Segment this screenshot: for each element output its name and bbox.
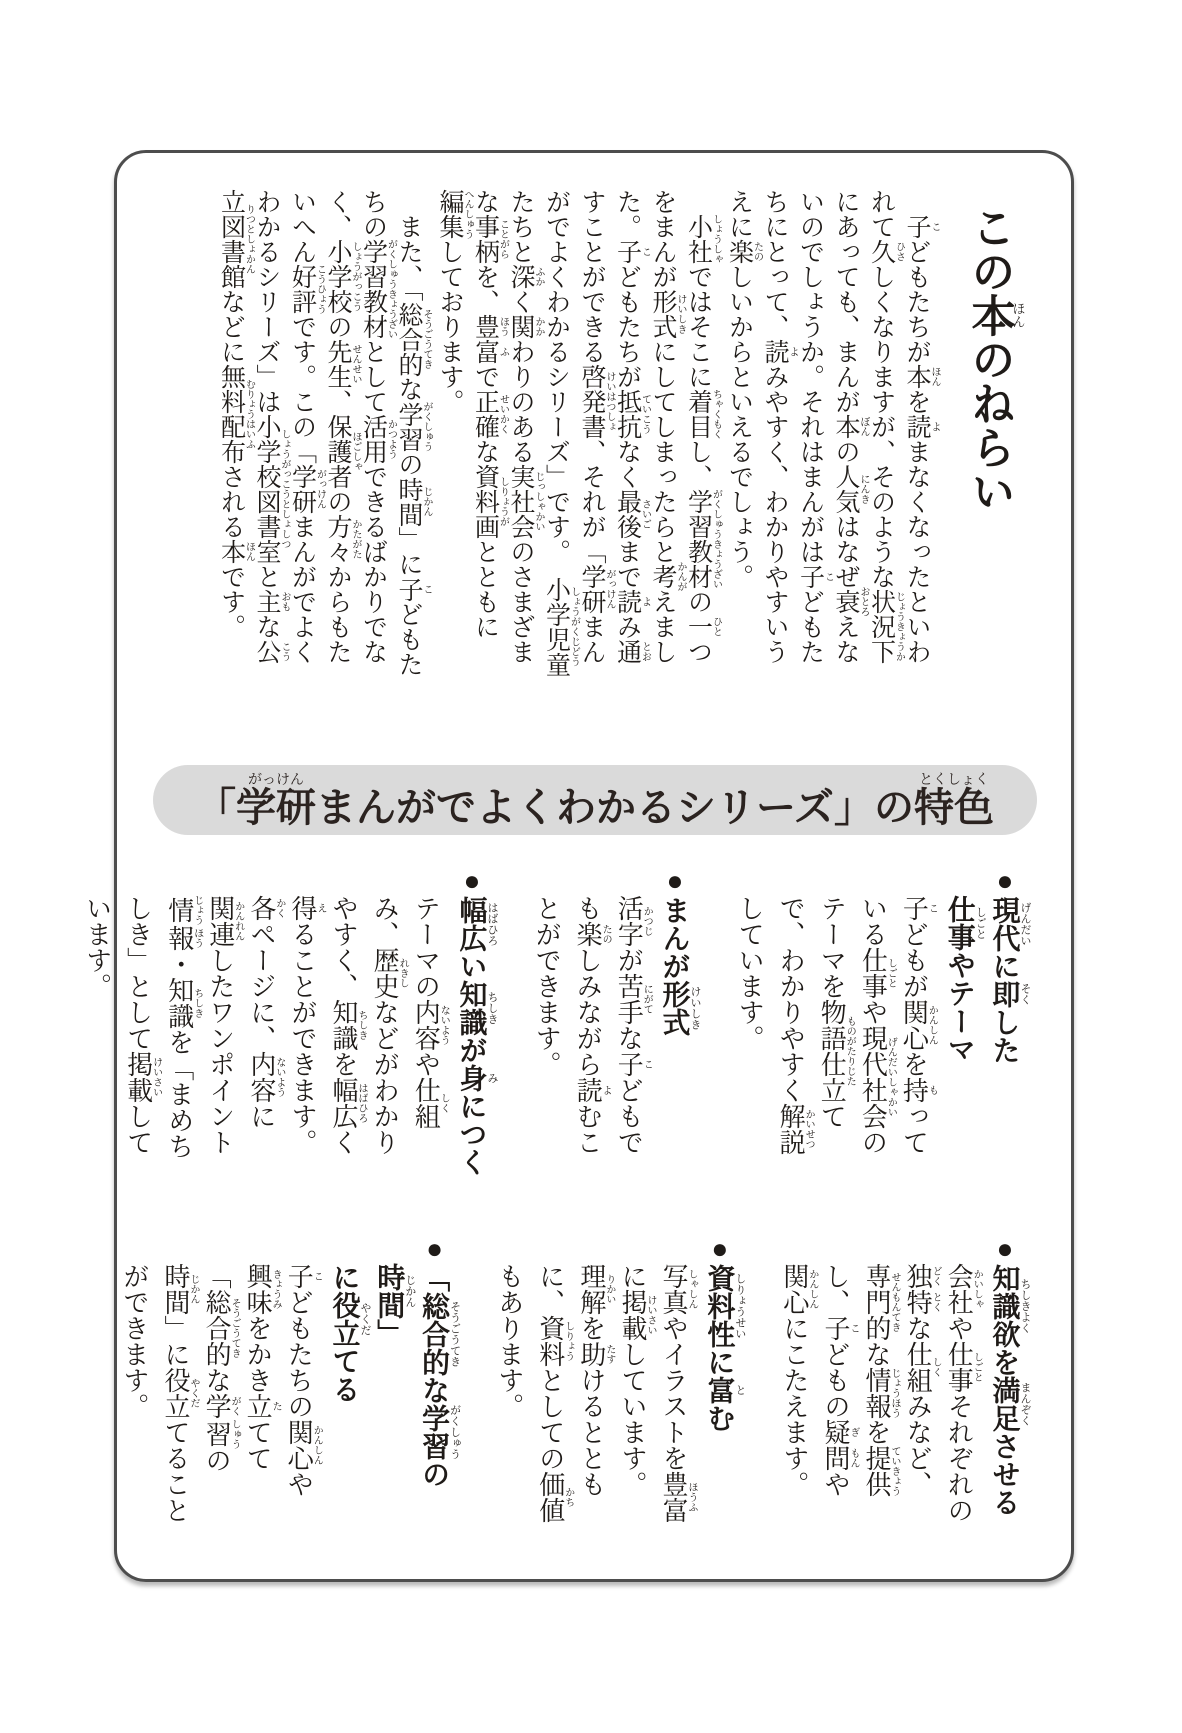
- feature-body: 子こどもが関心かんしんを持もっている仕事しごとや現代社会げんだいしゃかいのテーマを物語仕立ものがたりじたてで、わかりやすく解説かいせつしています。: [735, 895, 938, 1155]
- feature-heading: ●現代げんだいに即そくした 仕事しごとやテーマ: [944, 865, 1031, 1064]
- feature-heading: ●幅広はばひろい知識ちしきが身みにつく: [456, 865, 498, 1176]
- feature-heading: ●まんが形式けいしき: [659, 865, 702, 1036]
- feature-rich-reference: [489, 1233, 746, 1535]
- aims-paragraph-2: 小社 しょうしゃではそこに着目 ちゃくもくし、学習教材 がくしゅうきょうざいの一 ひとつをまんが形式 けいしきにしてしまったらと考 かんがえました。子 こどもたちが抵抗 ていこうなく最後 さいごまで読 よみ通 とおすことができる啓発書 けいはつしょ、それが「学研 がっけんまんがでよくわかるシリーズ」です。 小学児童 しょうがくじどうたちと深 ふかく関 かかわりのある実社会 じっしゃかいのさまざまな事柄 ことがらを、豊 ほう富 ふで正確 せいかくな資料画 しりょうがとともに編集 へんしゅうしております。: [436, 189, 722, 677]
- series-features-banner: [153, 765, 1037, 835]
- feature-body: 子こどもたちの関心かんしんや興味きょうみをかき立たてて「総合的そうごうてきな学がく習しゅうの時間じかん」に役立やくだてることができます。: [119, 1263, 323, 1523]
- series-features-banner-title: 「学研がっけんまんがでよくわかるシリーズ」の特色とくしょく: [196, 771, 994, 830]
- page-frame: [82, 150, 1074, 1582]
- feature-heading: ●知識欲ちしきよくを満足まんぞくさせる: [989, 1233, 1031, 1516]
- page-title: この本ほんのねらい: [964, 205, 1026, 513]
- features-row-2: [119, 1233, 1031, 1535]
- feature-body: 活字かつじが苦手にがてな子こどもでも楽たのしみながら読よむことができます。: [532, 895, 653, 1155]
- feature-integrated-learning: [114, 1233, 461, 1535]
- feature-modern-themes: [729, 865, 1031, 1177]
- feature-body: 会社かいしゃや仕事しごとそれぞれの独どく特とくな仕組しくみなど、専門的せんもんてきな情報じょうほうを提供ていきょうし、子こどもの疑ぎ問もんや関心かんしんにこたえます。: [779, 1263, 983, 1523]
- aims-paragraph-1: 子 こどもたちが本 ほんを読 よまなくなったといわれて久 ひさしくなりますが、そのような状況下 じょうきょうかにあっても、まんが本 ぼんの人気 にんきはなぜ衰 おとろえないのでしょうか。それはまんがは子 こどもたちにとって、読 よみやすく、わかりやすいうえに楽 たのしいからといえるでしょう。: [725, 189, 940, 664]
- aims-section: [157, 189, 1025, 679]
- aims-paragraph-3: また、「総合的 そうごうてきな学習 がくしゅうの時間 じかん」に子 こどもたちの学習教材 がくしゅうきょうざいとして活用 かつようできるばかりでなく、小学校 しょうがっこうの先生 せんせい、保護者 ほごしゃの方々 かたがたからもたいへん好評 こうひょうです。この「学研 がっけんまんがでよくわかるシリーズ」は小学校図書室 しょうがっこうとしょしつと主 おもな公立図書館こうりつとしょかんなどに無料配布 むりょうはいふされる本 ほんです。: [217, 189, 432, 677]
- feature-broad-knowledge: [76, 865, 498, 1177]
- features-row-1: [82, 865, 1031, 1177]
- feature-heading: ●資料性しりょうせいに富とむ: [704, 1233, 746, 1432]
- feature-body: テーマの内容ないようや仕組しくみ、歴史れきしなどがわかりやすく、知識ちしきを幅広はばひろく得えることができます。各かくページに、内容ないように関連かんれんしたワンポイント情じょう報ほう・知識ちしきを「まめちしき」として掲載けいさいしています。: [82, 895, 450, 1159]
- feature-heading: ●「総合的そうごうてきな学習がくしゅうの時間じかん」 に役立やくだてる: [329, 1233, 461, 1488]
- feature-manga-format: [526, 865, 701, 1177]
- feature-satisfy-curiosity: [774, 1233, 1031, 1535]
- feature-body: 写真しゃしんやイラストを豊富ほうふに掲載けいさいしています。理解りかいを助たすけるとともに、資料しりょうとしての価値かちもあります。: [494, 1263, 698, 1523]
